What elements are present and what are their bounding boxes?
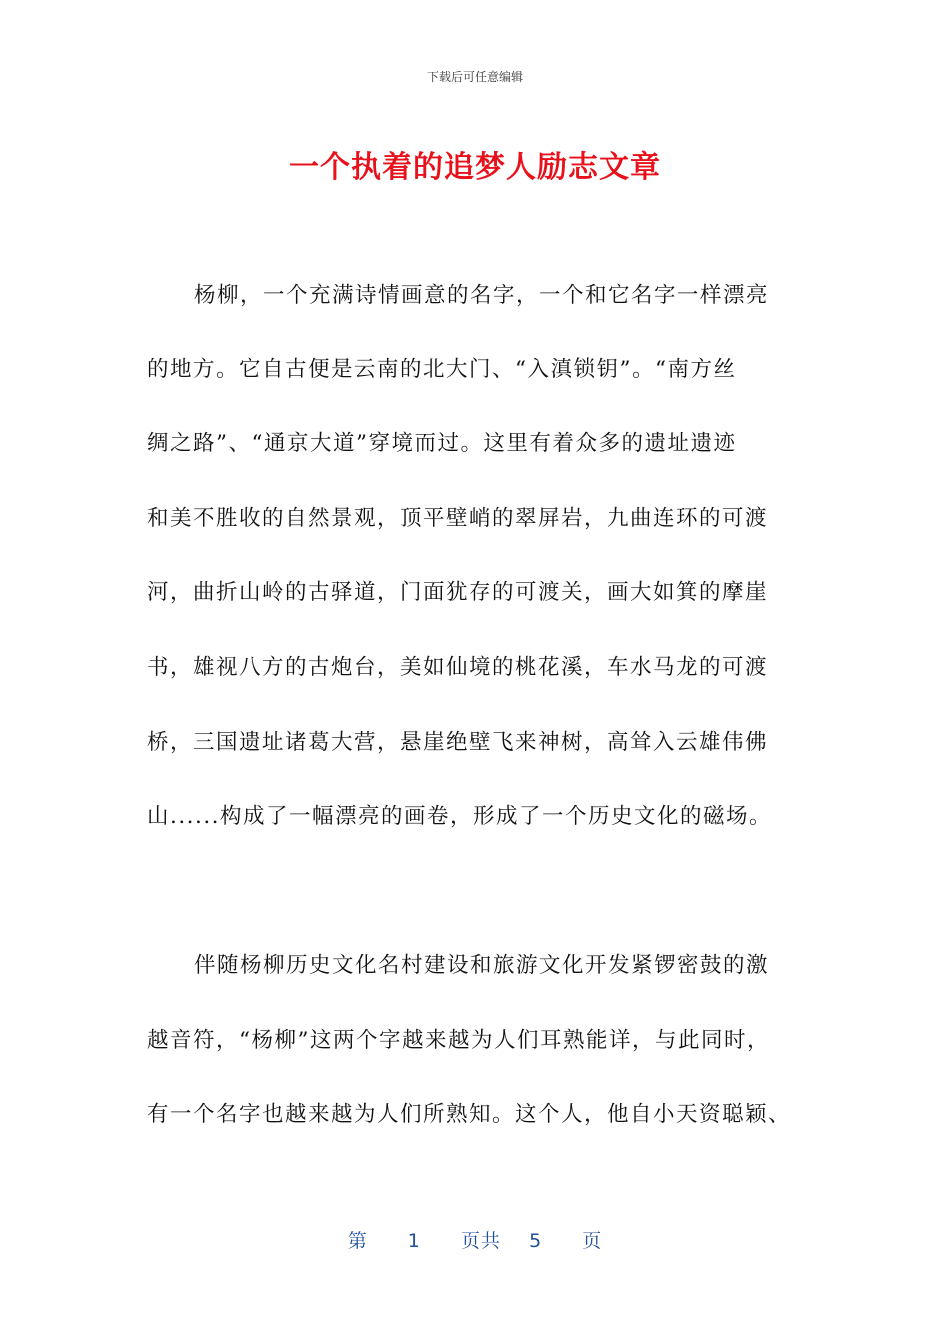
- page-footer: [0, 1226, 950, 1253]
- footer-page-total: 5: [529, 1230, 543, 1252]
- footer-page-suffix: 页: [582, 1230, 603, 1252]
- paragraph-line: 书，雄视八方的古炮台，美如仙境的桃花溪，车水马龙的可渡: [147, 655, 769, 680]
- footer-page-current: 1: [407, 1230, 421, 1252]
- paragraph-line: 有一个名字也越来越为人们所熟知。这个人，他自小天资聪颖、: [147, 1102, 792, 1127]
- paragraph-line: 杨柳，一个充满诗情画意的名字，一个和它名字一样漂亮: [194, 283, 770, 308]
- paragraph-line: 和美不胜收的自然景观，顶平壁峭的翠屏岩，九曲连环的可渡: [147, 506, 769, 531]
- paragraph-line: 河，曲折山岭的古驿道，门面犹存的可渡关，画大如箕的摩崖: [147, 580, 769, 605]
- paragraph-line: 越音符，“杨柳”这两个字越来越为人们耳熟能详，与此同时，: [147, 1028, 770, 1053]
- header-note: 下载后可任意编辑: [426, 70, 523, 84]
- paragraph-line: 桥，三国遗址诸葛大营，悬崖绝壁飞来神树，高耸入云雄伟佛: [147, 730, 769, 755]
- paragraph-line: 的地方。它自古便是云南的北大门、“入滇锁钥”。“南方丝: [147, 357, 737, 382]
- paragraph-line: 山......构成了一幅漂亮的画卷，形成了一个历史文化的磁场。: [147, 804, 773, 829]
- footer-page-word: 第: [347, 1230, 368, 1252]
- footer-page-total-prefix: 页共: [460, 1230, 501, 1252]
- paragraph-line: 绸之路”、“通京大道”穿境而过。这里有着众多的遗址遗迹: [147, 431, 737, 456]
- document-title: 一个执着的追梦人励志文章: [289, 150, 661, 185]
- paragraph-line: 伴随杨柳历史文化名村建设和旅游文化开发紧锣密鼓的激: [194, 953, 770, 978]
